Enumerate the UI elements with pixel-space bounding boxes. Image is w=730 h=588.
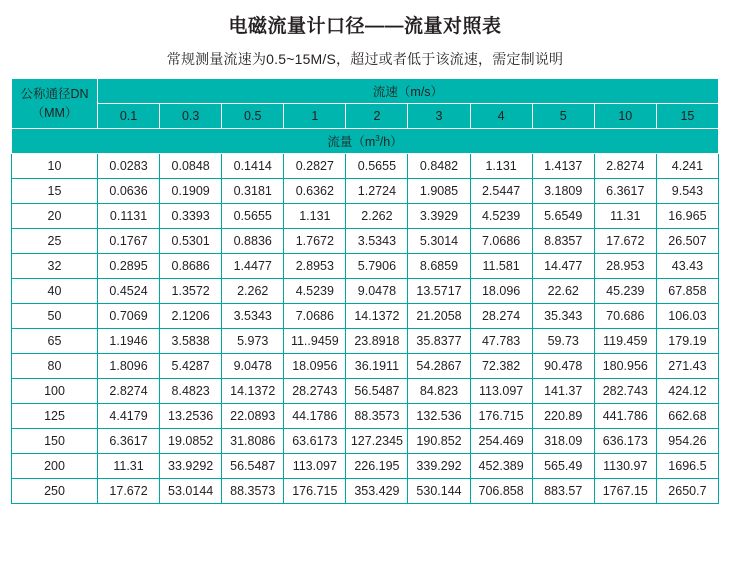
cell-flow-value: 2.5447: [470, 179, 532, 204]
cell-flow-value: 28.953: [594, 254, 656, 279]
cell-flow-value: 1.9085: [408, 179, 470, 204]
cell-flow-value: 35.343: [532, 304, 594, 329]
cell-flow-value: 28.274: [470, 304, 532, 329]
cell-flow-value: 1.8096: [98, 354, 160, 379]
cell-flow-value: 0.1909: [160, 179, 222, 204]
cell-flow-value: 254.469: [470, 429, 532, 454]
cell-nominal-diameter: 50: [12, 304, 98, 329]
cell-flow-value: 19.0852: [160, 429, 222, 454]
cell-flow-value: 883.57: [532, 479, 594, 504]
header-velocity-9: 15: [656, 104, 718, 129]
table-row: [12, 354, 719, 379]
cell-nominal-diameter: 15: [12, 179, 98, 204]
cell-flow-value: 14.477: [532, 254, 594, 279]
cell-flow-value: 2.8953: [284, 254, 346, 279]
cell-flow-value: 84.823: [408, 379, 470, 404]
cell-flow-value: 1696.5: [656, 454, 718, 479]
cell-flow-value: 0.2827: [284, 154, 346, 179]
cell-flow-value: 1.131: [284, 204, 346, 229]
cell-nominal-diameter: 40: [12, 279, 98, 304]
cell-flow-value: 226.195: [346, 454, 408, 479]
cell-flow-value: 72.382: [470, 354, 532, 379]
cell-flow-value: 441.786: [594, 404, 656, 429]
cell-flow-value: 44.1786: [284, 404, 346, 429]
cell-flow-value: 1.4477: [222, 254, 284, 279]
header-row-flow-band: [12, 129, 719, 154]
cell-flow-value: 2650.7: [656, 479, 718, 504]
header-velocity-3: 1: [284, 104, 346, 129]
cell-flow-value: 4.241: [656, 154, 718, 179]
cell-flow-value: 353.429: [346, 479, 408, 504]
table-row: [12, 379, 719, 404]
cell-flow-value: 17.672: [594, 229, 656, 254]
cell-flow-value: 113.097: [284, 454, 346, 479]
cell-flow-value: 3.5838: [160, 329, 222, 354]
cell-nominal-diameter: 100: [12, 379, 98, 404]
cell-flow-value: 5.4287: [160, 354, 222, 379]
cell-flow-value: 18.0956: [284, 354, 346, 379]
cell-flow-value: 1130.97: [594, 454, 656, 479]
cell-flow-value: 31.8086: [222, 429, 284, 454]
cell-flow-value: 1.3572: [160, 279, 222, 304]
cell-flow-value: 17.672: [98, 479, 160, 504]
cell-flow-value: 339.292: [408, 454, 470, 479]
cell-flow-value: 318.09: [532, 429, 594, 454]
cell-flow-value: 47.783: [470, 329, 532, 354]
cell-flow-value: 0.0636: [98, 179, 160, 204]
cell-nominal-diameter: 10: [12, 154, 98, 179]
cell-nominal-diameter: 80: [12, 354, 98, 379]
header-velocity-7: 5: [532, 104, 594, 129]
cell-flow-value: 18.096: [470, 279, 532, 304]
cell-flow-value: 220.89: [532, 404, 594, 429]
cell-flow-value: 9.0478: [346, 279, 408, 304]
cell-flow-value: 4.5239: [470, 204, 532, 229]
flow-rate-table: [11, 78, 719, 504]
header-row-top: [12, 79, 719, 104]
cell-flow-value: 176.715: [470, 404, 532, 429]
cell-flow-value: 56.5487: [346, 379, 408, 404]
cell-flow-value: 0.1414: [222, 154, 284, 179]
cell-flow-value: 565.49: [532, 454, 594, 479]
cell-flow-value: 2.262: [222, 279, 284, 304]
cell-flow-value: 141.37: [532, 379, 594, 404]
cell-flow-value: 132.536: [408, 404, 470, 429]
cell-flow-value: 1.131: [470, 154, 532, 179]
header-dn-line2: （MM）: [31, 105, 78, 120]
cell-flow-value: 282.743: [594, 379, 656, 404]
header-velocity-8: 10: [594, 104, 656, 129]
header-velocity: 流速（m/s）: [98, 79, 719, 104]
cell-nominal-diameter: 20: [12, 204, 98, 229]
cell-flow-value: 11.31: [594, 204, 656, 229]
header-flow-band: 流量$(m^3/h)$: [12, 129, 719, 154]
cell-flow-value: 26.507: [656, 229, 718, 254]
cell-flow-value: 33.9292: [160, 454, 222, 479]
cell-flow-value: 23.8918: [346, 329, 408, 354]
cell-flow-value: 1.2724: [346, 179, 408, 204]
cell-flow-value: 3.3929: [408, 204, 470, 229]
cell-flow-value: 1.4137: [532, 154, 594, 179]
cell-flow-value: 0.4524: [98, 279, 160, 304]
cell-flow-value: 13.2536: [160, 404, 222, 429]
cell-flow-value: 190.852: [408, 429, 470, 454]
cell-nominal-diameter: 65: [12, 329, 98, 354]
page-title: 电磁流量计口径——流量对照表: [228, 16, 502, 37]
table-row: [12, 204, 719, 229]
cell-flow-value: 0.2895: [98, 254, 160, 279]
cell-flow-value: 0.7069: [98, 304, 160, 329]
cell-flow-value: 424.12: [656, 379, 718, 404]
cell-flow-value: 1.7672: [284, 229, 346, 254]
cell-nominal-diameter: 25: [12, 229, 98, 254]
cell-flow-value: 70.686: [594, 304, 656, 329]
cell-flow-value: 11..9459: [284, 329, 346, 354]
cell-nominal-diameter: 150: [12, 429, 98, 454]
cell-flow-value: 1767.15: [594, 479, 656, 504]
cell-flow-value: 636.173: [594, 429, 656, 454]
cell-flow-value: 9.543: [656, 179, 718, 204]
cell-flow-value: 21.2058: [408, 304, 470, 329]
cell-flow-value: 3.1809: [532, 179, 594, 204]
table-body: [12, 154, 719, 504]
table-row: [12, 179, 719, 204]
cell-flow-value: 53.0144: [160, 479, 222, 504]
cell-flow-value: 90.478: [532, 354, 594, 379]
cell-flow-value: 22.0893: [222, 404, 284, 429]
cell-flow-value: 67.858: [656, 279, 718, 304]
cell-flow-value: 4.5239: [284, 279, 346, 304]
cell-nominal-diameter: 250: [12, 479, 98, 504]
cell-flow-value: 452.389: [470, 454, 532, 479]
table-header: [12, 79, 719, 154]
cell-flow-value: 7.0686: [284, 304, 346, 329]
cell-flow-value: 0.1131: [98, 204, 160, 229]
cell-nominal-diameter: 200: [12, 454, 98, 479]
table-row: [12, 154, 719, 179]
cell-flow-value: 3.5343: [222, 304, 284, 329]
cell-flow-value: 106.03: [656, 304, 718, 329]
cell-flow-value: 14.1372: [222, 379, 284, 404]
cell-flow-value: 6.3617: [98, 429, 160, 454]
cell-flow-value: 59.73: [532, 329, 594, 354]
header-velocity-0: 0.1: [98, 104, 160, 129]
header-velocity-5: 3: [408, 104, 470, 129]
cell-flow-value: 2.8274: [594, 154, 656, 179]
table-row: [12, 429, 719, 454]
cell-flow-value: 5.6549: [532, 204, 594, 229]
cell-flow-value: 2.1206: [160, 304, 222, 329]
cell-flow-value: 4.4179: [98, 404, 160, 429]
header-row-velocities: [12, 104, 719, 129]
cell-flow-value: 54.2867: [408, 354, 470, 379]
cell-flow-value: 5.3014: [408, 229, 470, 254]
table-row: [12, 229, 719, 254]
cell-flow-value: 271.43: [656, 354, 718, 379]
table-row: [12, 254, 719, 279]
cell-flow-value: 119.459: [594, 329, 656, 354]
cell-flow-value: 11.581: [470, 254, 532, 279]
page-subtitle: 常规测量流速为0.5~15M/S，超过或者低于该流速，需定制说明: [166, 51, 564, 67]
cell-flow-value: 43.43: [656, 254, 718, 279]
cell-flow-value: 5.7906: [346, 254, 408, 279]
cell-flow-value: 8.8357: [532, 229, 594, 254]
cell-flow-value: 0.1767: [98, 229, 160, 254]
table-row: [12, 304, 719, 329]
cell-flow-value: 0.5655: [222, 204, 284, 229]
cell-flow-value: 176.715: [284, 479, 346, 504]
cell-flow-value: 0.8482: [408, 154, 470, 179]
cell-flow-value: 0.8836: [222, 229, 284, 254]
cell-flow-value: 11.31: [98, 454, 160, 479]
cell-flow-value: 0.5301: [160, 229, 222, 254]
cell-flow-value: 88.3573: [222, 479, 284, 504]
table-row: [12, 279, 719, 304]
cell-flow-value: 954.26: [656, 429, 718, 454]
cell-flow-value: 88.3573: [346, 404, 408, 429]
header-velocity-2: 0.5: [222, 104, 284, 129]
cell-flow-value: 6.3617: [594, 179, 656, 204]
cell-flow-value: 5.973: [222, 329, 284, 354]
cell-flow-value: 0.3181: [222, 179, 284, 204]
table-row: [12, 404, 719, 429]
cell-flow-value: 530.144: [408, 479, 470, 504]
cell-flow-value: 706.858: [470, 479, 532, 504]
cell-flow-value: 1.1946: [98, 329, 160, 354]
header-dn-line1: 公称通径DN: [20, 87, 89, 102]
cell-flow-value: 28.2743: [284, 379, 346, 404]
cell-flow-value: 16.965: [656, 204, 718, 229]
cell-flow-value: 113.097: [470, 379, 532, 404]
table-row: [12, 479, 719, 504]
cell-flow-value: 36.1911: [346, 354, 408, 379]
header-velocity-1: 0.3: [160, 104, 222, 129]
cell-flow-value: 3.5343: [346, 229, 408, 254]
cell-flow-value: 45.239: [594, 279, 656, 304]
cell-flow-value: 180.956: [594, 354, 656, 379]
cell-flow-value: 13.5717: [408, 279, 470, 304]
cell-flow-value: 35.8377: [408, 329, 470, 354]
cell-nominal-diameter: 125: [12, 404, 98, 429]
cell-flow-value: 0.5655: [346, 154, 408, 179]
cell-flow-value: 56.5487: [222, 454, 284, 479]
cell-flow-value: 0.3393: [160, 204, 222, 229]
cell-flow-value: 662.68: [656, 404, 718, 429]
header-velocity-4: 2: [346, 104, 408, 129]
cell-flow-value: 127.2345: [346, 429, 408, 454]
cell-flow-value: 22.62: [532, 279, 594, 304]
cell-flow-value: 179.19: [656, 329, 718, 354]
cell-flow-value: 14.1372: [346, 304, 408, 329]
cell-flow-value: 9.0478: [222, 354, 284, 379]
cell-flow-value: 2.8274: [98, 379, 160, 404]
header-velocity-6: 4: [470, 104, 532, 129]
cell-flow-value: 0.8686: [160, 254, 222, 279]
cell-nominal-diameter: 32: [12, 254, 98, 279]
table-row: [12, 454, 719, 479]
cell-flow-value: 7.0686: [470, 229, 532, 254]
cell-flow-value: 0.0283: [98, 154, 160, 179]
cell-flow-value: 8.4823: [160, 379, 222, 404]
table-row: [12, 329, 719, 354]
cell-flow-value: 0.6362: [284, 179, 346, 204]
cell-flow-value: 8.6859: [408, 254, 470, 279]
cell-flow-value: 0.0848: [160, 154, 222, 179]
cell-flow-value: 63.6173: [284, 429, 346, 454]
cell-flow-value: 2.262: [346, 204, 408, 229]
header-nominal-diameter: [12, 79, 98, 129]
